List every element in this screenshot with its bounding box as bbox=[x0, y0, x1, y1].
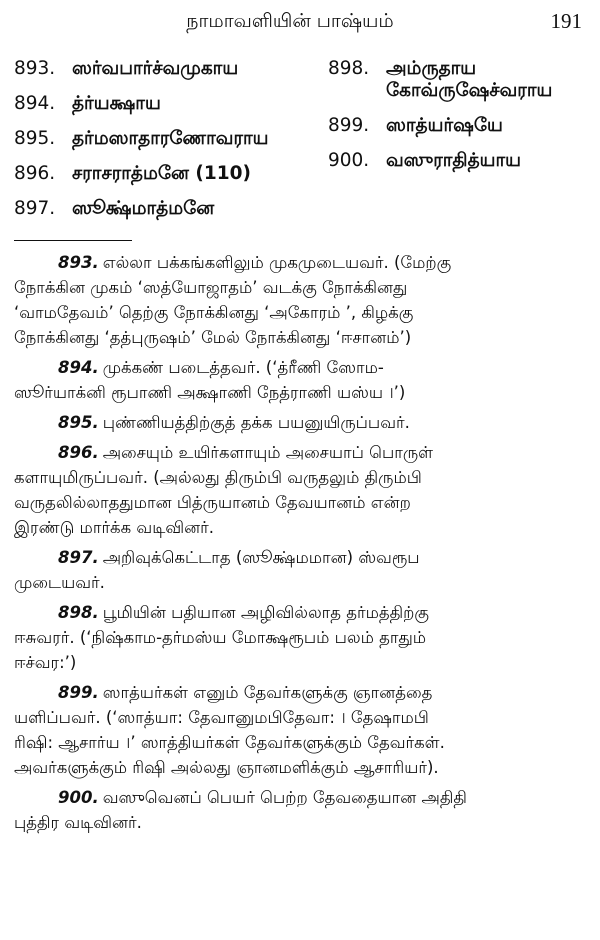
page-header bbox=[0, 0, 600, 40]
paragraph-number: 894. bbox=[58, 358, 99, 377]
paragraph-first-line bbox=[14, 440, 586, 465]
paragraph-line: வருதலில்லாததுமான பித்ருயானம் தேவயானம் என்ற bbox=[14, 493, 411, 512]
paragraph-line: ரிஷி: ஆசார்ய ।’ ஸாத்தியர்கள் தேவர்களுக்கும் தேவர்கள். bbox=[14, 733, 445, 752]
commentary-paragraph bbox=[14, 600, 586, 675]
name-item bbox=[14, 93, 304, 128]
name-text-line1: அம்ருதாய bbox=[386, 58, 477, 79]
paragraph-first-text: புண்ணியத்திற்குத் தக்க பயனுயிருப்பவர். bbox=[102, 413, 410, 432]
paragraph-line: நோக்கின முகம் ‘ஸத்யோஜாதம்’ வடக்கு நோக்கினது bbox=[14, 278, 408, 297]
paragraph-line: முடையவர். bbox=[14, 573, 105, 592]
paragraph-first-line bbox=[14, 250, 586, 275]
name-text bbox=[386, 58, 552, 102]
name-list bbox=[0, 58, 600, 248]
name-text: த்ர்யக்ஷாய bbox=[72, 93, 161, 114]
paragraph-first-text: எல்லா பக்கங்களிலும் முகமுடையவர். (மேற்கு bbox=[102, 253, 452, 272]
paragraph-first-text: அறிவுக்கெட்டாத (ஸூக்ஷ்மமான) ஸ்வரூப bbox=[102, 548, 420, 567]
name-text: சராசராத்மனே (110) bbox=[72, 163, 251, 184]
name-item bbox=[328, 115, 598, 137]
paragraph-first-line bbox=[14, 545, 586, 570]
page-number: 191 bbox=[550, 9, 582, 33]
name-text-line2: கோவ்ருஷேச்வராய bbox=[386, 80, 553, 101]
paragraph-line: இரண்டு மார்க்க வடிவினர். bbox=[14, 518, 214, 537]
paragraph-first-text: பூமியின் பதியான அழிவில்லாத தர்மத்திற்கு bbox=[102, 603, 429, 622]
paragraph-line: யளிப்பவர். (‘ஸாத்யா: தேவானுமபிதேவா: । தேஷாமபி bbox=[14, 708, 429, 727]
paragraph-number: 897. bbox=[58, 548, 99, 567]
paragraph-first-line bbox=[14, 355, 586, 380]
commentary-paragraph bbox=[14, 785, 586, 835]
name-number: 898. bbox=[328, 58, 370, 79]
name-list-left-column bbox=[14, 58, 304, 233]
running-title: நாமாவளியின் பாஷ்யம் bbox=[186, 10, 394, 32]
name-number: 900. bbox=[328, 150, 370, 171]
paragraph-first-text: அசையும் உயிர்களாயும் அசையாப் பொருள் bbox=[102, 443, 434, 462]
name-number: 899. bbox=[328, 115, 370, 136]
paragraph-first-line bbox=[14, 600, 586, 625]
name-number: 893. bbox=[14, 58, 56, 79]
paragraph-number: 895. bbox=[58, 413, 99, 432]
paragraph-line: ஈசுவரர். (‘நிஷ்காம-தர்மஸ்ய மோக்ஷரூபம் பலம் தாதும் bbox=[14, 628, 427, 647]
paragraph-line: ஈச்வர:’) bbox=[14, 653, 77, 672]
name-text: ஸர்வபார்ச்வமுகாய bbox=[72, 58, 239, 79]
paragraph-line: புத்திர வடிவினர். bbox=[14, 813, 142, 832]
name-text: தர்மஸாதாரணோவராய bbox=[72, 128, 269, 149]
commentary-paragraph bbox=[14, 410, 586, 435]
name-text: ஸாத்யர்ஷயே bbox=[386, 115, 503, 136]
paragraph-line: நோக்கினது ‘தத்புருஷம்’ மேல் நோக்கினது ‘ஈசானம்’) bbox=[14, 328, 412, 347]
name-number: 895. bbox=[14, 128, 56, 149]
name-item bbox=[328, 150, 598, 172]
name-item bbox=[14, 198, 304, 233]
commentary-paragraph bbox=[14, 680, 586, 780]
name-item bbox=[14, 128, 304, 163]
commentary-paragraph bbox=[14, 355, 586, 405]
name-number: 896. bbox=[14, 163, 56, 184]
paragraph-line: ‘வாமதேவம்’ தெற்கு நோக்கினது ‘அகோரம் ’, கிழக்கு bbox=[14, 303, 414, 322]
commentary-paragraph bbox=[14, 440, 586, 540]
paragraph-first-line bbox=[14, 785, 586, 810]
paragraph-first-text: வஸுவெனப் பெயர் பெற்ற தேவதையான அதிதி bbox=[102, 788, 467, 807]
paragraph-first-line bbox=[14, 680, 586, 705]
paragraph-first-text: ஸாத்யர்கள் எனும் தேவர்களுக்கு ஞானத்தை bbox=[102, 683, 433, 702]
name-text: ஸூக்ஷ்மாத்மனே bbox=[72, 198, 215, 219]
name-item bbox=[14, 58, 304, 93]
paragraph-line: ஸூர்யாக்னி ரூபாணி அக்ஷாணி நேத்ராணி யஸ்ய ।’) bbox=[14, 383, 406, 402]
paragraph-number: 898. bbox=[58, 603, 99, 622]
paragraph-number: 900. bbox=[58, 788, 99, 807]
commentary-paragraph bbox=[14, 545, 586, 595]
section-divider bbox=[14, 240, 132, 241]
name-number: 897. bbox=[14, 198, 56, 219]
name-item bbox=[14, 163, 304, 198]
paragraph-first-text: முக்கண் படைத்தவர். (‘த்ரீணி ஸோம- bbox=[102, 358, 384, 377]
commentary-paragraph bbox=[14, 250, 586, 350]
commentary-section bbox=[14, 250, 586, 840]
name-list-right-column bbox=[328, 58, 598, 185]
paragraph-number: 899. bbox=[58, 683, 99, 702]
paragraph-line: அவர்களுக்கும் ரிஷி அல்லது ஞானமளிக்கும் ஆசாரியர்). bbox=[14, 758, 439, 777]
paragraph-number: 893. bbox=[58, 253, 99, 272]
name-number: 894. bbox=[14, 93, 56, 114]
paragraph-number: 896. bbox=[58, 443, 99, 462]
name-text: வஸுராதித்யாய bbox=[386, 150, 522, 171]
paragraph-first-line bbox=[14, 410, 586, 435]
name-item bbox=[328, 58, 598, 102]
paragraph-line: களாயுமிருப்பவர். (அல்லது திரும்பி வருதலும் திரும்பி bbox=[14, 468, 422, 487]
